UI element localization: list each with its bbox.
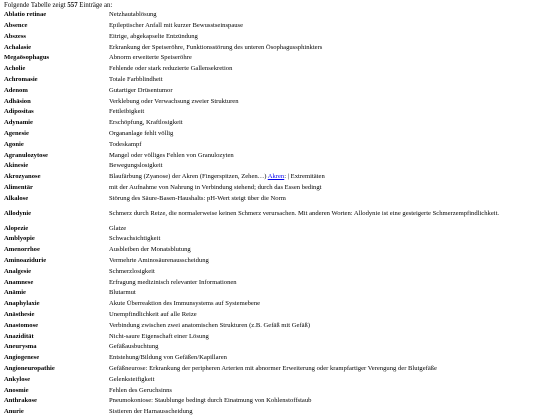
term-cell: Aminoazidurie xyxy=(4,257,47,265)
definition-text: Unempfindlichkeit auf alle Reize xyxy=(109,311,197,319)
term-cell: Adynamie xyxy=(4,119,33,127)
table-row xyxy=(4,64,538,75)
definition-text: Verbindung zwischen zwei anatomischen Strukturen (z.B. Gefäß mit Gefäß) xyxy=(109,321,311,329)
term-cell: Alkalose xyxy=(4,194,29,202)
term-cell: Anurie xyxy=(4,408,24,416)
term-cell: Anämie xyxy=(4,289,26,297)
definition-text: Schmerzlosigkeit xyxy=(109,267,155,275)
table-row xyxy=(4,150,538,161)
definition-cell xyxy=(109,310,538,321)
definition-cell xyxy=(109,64,538,75)
table-row xyxy=(4,353,538,364)
definition-text: Ausbleiben der Monatsblutung xyxy=(109,246,191,254)
term-cell: Amblyopie xyxy=(4,235,35,243)
term-cell: Allodynie xyxy=(4,209,32,217)
term-cell: Achalasie xyxy=(4,43,32,51)
definition-cell xyxy=(109,86,538,97)
table-row xyxy=(4,161,538,172)
definition-text: Akute Überreaktion des Immunsystems auf Systemebene xyxy=(109,300,261,308)
table-row xyxy=(4,42,538,53)
table-row xyxy=(4,256,538,267)
term-cell: Angiogenese xyxy=(4,354,40,362)
definition-link[interactable]: Akren xyxy=(267,173,285,181)
definition-cell xyxy=(109,277,538,288)
table-row xyxy=(4,364,538,375)
page xyxy=(4,0,538,418)
glossary-body xyxy=(4,10,538,418)
definition-text: Gelenksteifigkeit xyxy=(109,375,155,383)
definition-cell xyxy=(109,396,538,407)
definition-cell xyxy=(109,140,538,151)
definition-text: mit der Aufnahme von Nahrung in Verbindung stehend; durch das Essen bedingt xyxy=(109,184,322,192)
definition-text: Entstehung/Bildung von Gefäßen/Kapillaren xyxy=(109,354,227,362)
table-row xyxy=(4,375,538,386)
definition-cell xyxy=(109,107,538,118)
table-row xyxy=(4,86,538,97)
definition-cell xyxy=(109,234,538,245)
definition-cell xyxy=(109,321,538,332)
term-cell: Akinesie xyxy=(4,162,29,170)
intro-text xyxy=(4,1,538,10)
definition-text: Totale Farbblindheit xyxy=(109,76,163,84)
table-row xyxy=(4,331,538,342)
definition-text: Blutarmut xyxy=(109,289,136,297)
definition-text: Gefäßneurose: Erkrankung der peripheren Arterien mit abnormer Erweiterung oder krampfartiger Verengung der Blutgefäße xyxy=(109,365,437,372)
term-cell: Ankylose xyxy=(4,375,31,383)
definition-cell xyxy=(109,118,538,129)
term-cell: Abszess xyxy=(4,32,26,40)
definition-text: Epileptischer Anfall mit kurzer Bewusstseinspause xyxy=(109,22,244,30)
table-row xyxy=(4,234,538,245)
table-row xyxy=(4,310,538,321)
definition-cell xyxy=(109,331,538,342)
definition-text: Schwachsichtigkeit xyxy=(109,235,161,243)
definition-cell xyxy=(109,42,538,53)
definition-text: Sistieren der Harnausscheidung xyxy=(109,408,193,416)
table-row xyxy=(4,96,538,107)
term-cell: Ablatio retinae xyxy=(4,11,47,19)
term-cell: Anaphylaxie xyxy=(4,300,40,308)
entry-count: 557 xyxy=(67,2,78,9)
definition-text: Bewegungslosigkeit xyxy=(109,162,163,170)
definition-text: Gutartiger Drüsentumor xyxy=(109,86,173,94)
table-row xyxy=(4,75,538,86)
definition-text: Nicht-saure Eigenschaft einer Lösung xyxy=(109,332,209,340)
definition-text: Fehlende oder stark reduzierte Gallensekretion xyxy=(109,65,233,73)
definition-text: Schmerz durch Reize, die normalerweise keinen Schmerz verursachen. Mit anderen Worten: Allodynie ist eine gesteigerte Schmerzempfindlichkeit. xyxy=(109,209,500,217)
definition-cell xyxy=(109,256,538,267)
glossary-table xyxy=(4,10,538,418)
definition-cell xyxy=(109,375,538,386)
table-row xyxy=(4,223,538,234)
table-row xyxy=(4,183,538,194)
term-cell: Alimentär xyxy=(4,184,33,192)
definition-cell xyxy=(109,183,538,194)
definition-cell xyxy=(109,353,538,364)
term-cell: Anthrakose xyxy=(4,397,37,405)
term-cell: Adhäsion xyxy=(4,97,31,105)
table-row xyxy=(4,129,538,140)
definition-cell xyxy=(109,150,538,161)
term-cell: Anazidität xyxy=(4,332,34,340)
term-cell: Akrozyanose xyxy=(4,173,41,181)
term-cell: Alopezie xyxy=(4,224,29,232)
table-row xyxy=(4,407,538,418)
table-row xyxy=(4,10,538,21)
definition-text: Vermehrte Aminosäurenausscheidung xyxy=(109,257,209,265)
definition-cell xyxy=(109,194,538,205)
intro-suffix: Einträge an: xyxy=(77,2,113,9)
definition-text: Netzhautablösung xyxy=(109,11,157,19)
table-row xyxy=(4,140,538,151)
definition-cell xyxy=(109,129,538,140)
definition-cell xyxy=(109,96,538,107)
definition-cell xyxy=(109,161,538,172)
term-cell: Aneurysma xyxy=(4,343,37,351)
definition-cell xyxy=(109,407,538,418)
table-row xyxy=(4,299,538,310)
definition-text: Organanlage fehlt völlig xyxy=(109,130,174,138)
definition-text: Fettleibigkeit xyxy=(109,108,145,116)
table-row xyxy=(4,21,538,32)
table-row xyxy=(4,277,538,288)
table-row xyxy=(4,53,538,64)
term-cell: Anamnese xyxy=(4,278,34,286)
definition-cell xyxy=(109,299,538,310)
table-row xyxy=(4,172,538,183)
definition-cell xyxy=(109,267,538,278)
definition-text: Erfragung medizinisch relevanter Informationen xyxy=(109,278,237,286)
definition-text: Eitrige, abgekapselte Entzündung xyxy=(109,32,198,40)
table-row xyxy=(4,385,538,396)
table-row xyxy=(4,107,538,118)
definition-cell xyxy=(109,32,538,43)
definition-suffix: : | Extremitäten xyxy=(284,173,325,181)
definition-text: Gefäßausbuchtung xyxy=(109,343,159,351)
definition-cell xyxy=(109,342,538,353)
definition-cell xyxy=(109,204,538,223)
definition-text: Erschöpfung, Kraftlosigkeit xyxy=(109,119,183,127)
definition-text: Abnorm erweiterte Speiseröhre xyxy=(109,54,192,62)
term-cell: Anästhesie xyxy=(4,311,35,319)
term-cell: Acholie xyxy=(4,65,26,73)
table-row xyxy=(4,194,538,205)
definition-text: Pneumokoniose: Staublunge bedingt durch Einatmung von Kohlenstoffstaub xyxy=(109,397,312,405)
term-cell: Anastomose xyxy=(4,321,39,329)
definition-cell xyxy=(109,53,538,64)
definition-cell xyxy=(109,385,538,396)
definition-text: Glatze xyxy=(109,224,127,232)
table-row xyxy=(4,32,538,43)
definition-text: Blaufärbung (Zyanose) der Akren (Fingerspitzen, Zehen…) xyxy=(109,173,268,181)
definition-cell xyxy=(109,21,538,32)
definition-cell xyxy=(109,288,538,299)
term-cell: Achromasie xyxy=(4,76,38,84)
table-row xyxy=(4,245,538,256)
definition-text: Verklebung oder Verwachsung zweier Strukturen xyxy=(109,97,239,105)
definition-cell xyxy=(109,364,538,375)
term-cell: Megaösophagus xyxy=(4,54,50,62)
term-cell: Angioneuropathie xyxy=(4,365,55,372)
definition-cell xyxy=(109,223,538,234)
definition-cell xyxy=(109,245,538,256)
term-cell: Agranulozytose xyxy=(4,151,48,159)
term-cell: Agonie xyxy=(4,140,24,148)
term-cell: Agenesie xyxy=(4,130,29,138)
table-row xyxy=(4,204,538,223)
table-row xyxy=(4,118,538,129)
definition-cell xyxy=(109,172,538,183)
term-cell: Adenom xyxy=(4,86,28,94)
table-row xyxy=(4,321,538,332)
term-cell: Analgesie xyxy=(4,267,32,275)
term-cell: Anosmie xyxy=(4,386,29,394)
definition-text: Fehlen des Geruchsinns xyxy=(109,386,172,394)
term-cell: Amenorrhoe xyxy=(4,246,40,254)
definition-cell xyxy=(109,10,538,21)
table-row xyxy=(4,267,538,278)
definition-text: Todeskampf xyxy=(109,140,142,148)
table-row xyxy=(4,288,538,299)
term-cell: Adipositas xyxy=(4,108,34,116)
intro-prefix: Folgende Tabelle zeigt xyxy=(4,2,68,9)
table-row xyxy=(4,342,538,353)
definition-cell xyxy=(109,75,538,86)
table-row xyxy=(4,396,538,407)
definition-text: Mangel oder völliges Fehlen von Granulozyten xyxy=(109,151,234,159)
definition-text: Erkrankung der Speiseröhre, Funktionsstörung des unteren Ösophagussphinkters xyxy=(109,43,323,51)
definition-text: Störung des Säure-Basen-Haushalts: pH-Wert steigt über die Norm xyxy=(109,194,286,202)
term-cell: Absence xyxy=(4,22,28,30)
